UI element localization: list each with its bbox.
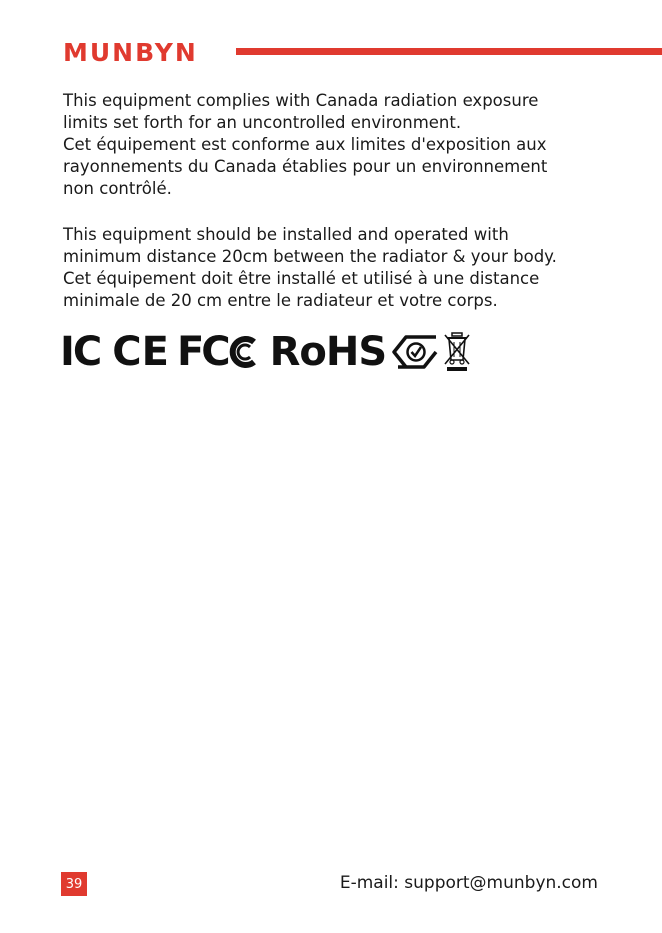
paragraph-installation-distance — [63, 224, 623, 312]
paragraph-line: This equipment complies with Canada radiation exposure — [63, 91, 539, 110]
paragraph-line: Cet équipement doit être installé et utilisé à une distance — [63, 269, 540, 288]
ce-mark: CE — [112, 329, 169, 375]
ic-mark: IC — [60, 329, 101, 375]
paragraph-line: rayonnements du Canada établies pour un environnement — [63, 157, 548, 176]
paragraph-line: non contrôlé. — [63, 179, 172, 198]
rohs-mark: RoHS — [269, 329, 387, 375]
certification-marks — [60, 330, 470, 374]
support-email: E-mail: support@munbyn.com — [339, 873, 598, 893]
paragraph-line: minimum distance 20cm between the radiator & your body. — [63, 247, 557, 266]
fcc-mark-letters: FC — [176, 329, 228, 375]
paragraph-line: Cet équipement est conforme aux limites d'exposition aux — [63, 135, 547, 154]
paragraph-line: limits set forth for an uncontrolled environment. — [63, 113, 462, 132]
fcc-c-icon — [228, 334, 258, 370]
paragraph-line: This equipment should be installed and operated with — [63, 225, 509, 244]
rcm-mark-icon — [392, 334, 438, 370]
brand-logo: MUNBYN — [63, 38, 198, 67]
header-rule — [236, 48, 662, 55]
fcc-mark — [176, 329, 258, 375]
paragraph-line: minimale de 20 cm entre le radiateur et votre corps. — [63, 291, 498, 310]
page-number: 39 — [61, 872, 87, 896]
paragraph-radiation-exposure — [63, 90, 623, 200]
weee-bin-icon — [444, 332, 470, 372]
